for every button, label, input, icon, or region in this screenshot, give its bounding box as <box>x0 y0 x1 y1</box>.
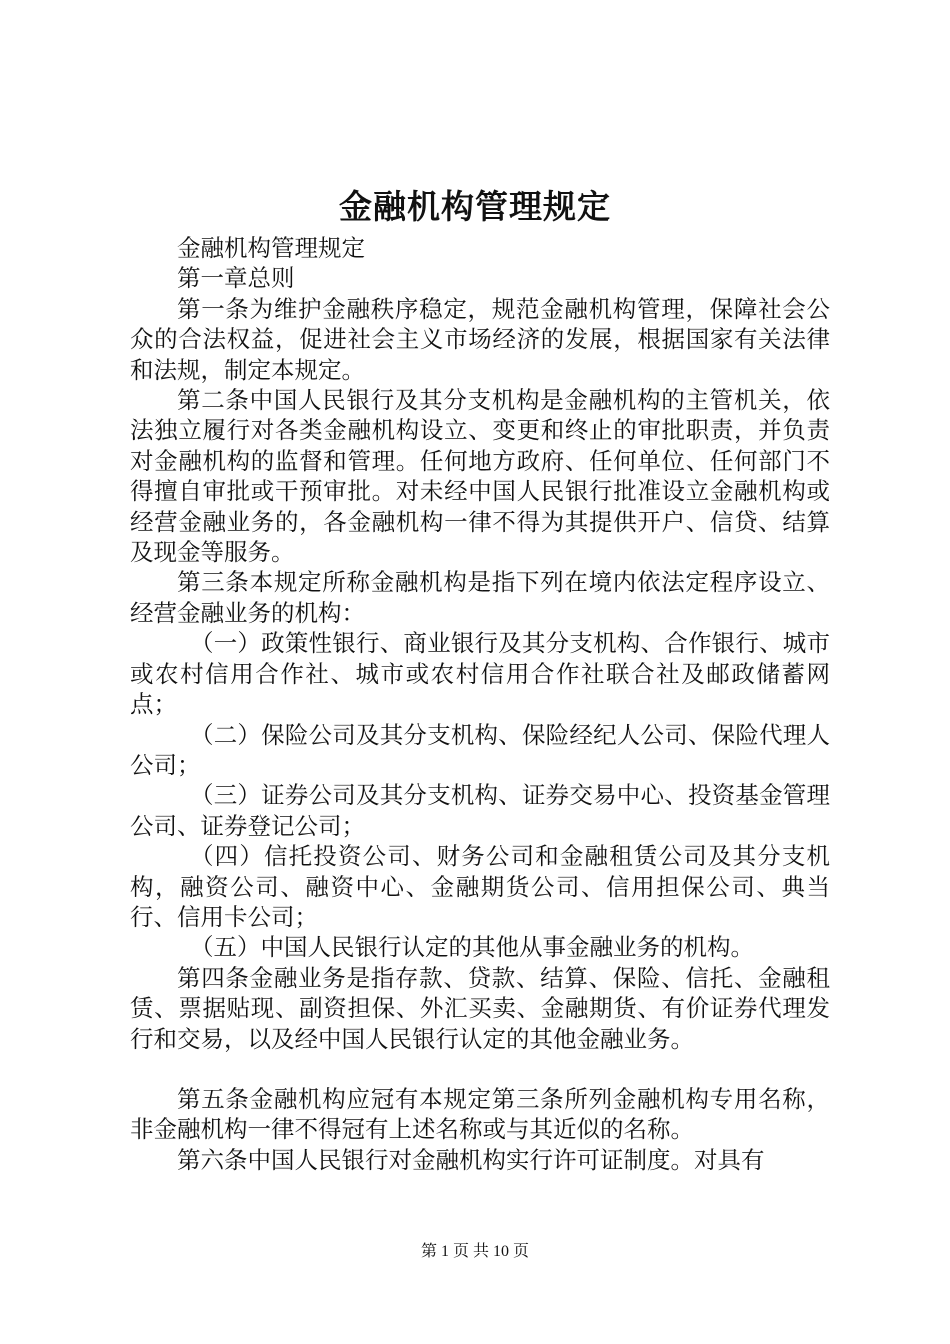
paragraph-article-5: 第五条金融机构应冠有本规定第三条所列金融机构专用名称，非金融机构一律不得冠有上述名称或与其近似的名称。 <box>130 1084 830 1144</box>
paragraph-article-3: 第三条本规定所称金融机构是指下列在境内依法定程序设立、经营金融业务的机构： <box>130 568 830 627</box>
list-item-1: （一）政策性银行、商业银行及其分支机构、合作银行、城市或农村信用合作社、城市或农村信用合作社联合社及邮政储蓄网点； <box>130 629 830 719</box>
paragraph-article-2: 第二条中国人民银行及其分支机构是金融机构的主管机关，依法独立履行对各类金融机构设立、变更和终止的审批职责，并负责对金融机构的监督和管理。任何地方政府、任何单位、任何部门不得擅自审批或干预审批。对未经中国人民银行批准设立金融机构或经营金融业务的，各金融机构一律不得为其提供开户、信贷、结算及现金等服务。 <box>130 386 830 567</box>
page-footer: 第 1 页 共 10 页 <box>420 1243 529 1260</box>
list-item-2: （二）保险公司及其分支机构、保险经纪人公司、保险代理人公司； <box>130 720 830 779</box>
paragraph-article-1: 第一条为维护金融秩序稳定，规范金融机构管理，保障社会公众的合法权益，促进社会主义市场经济的发展，根据国家有关法律和法规，制定本规定。 <box>130 294 830 384</box>
paragraph-doc-name: 金融机构管理规定 <box>177 234 365 262</box>
document-title: 金融机构管理规定 <box>339 187 611 226</box>
list-item-3: （三）证券公司及其分支机构、证券交易中心、投资基金管理公司、证券登记公司； <box>130 781 830 840</box>
paragraph-article-6: 第六条中国人民银行对金融机构实行许可证制度。对具有 <box>177 1145 765 1174</box>
list-item-5: （五）中国人民银行认定的其他从事金融业务的机构。 <box>190 933 754 962</box>
paragraph-gap <box>130 1054 830 1084</box>
paragraph-chapter-heading: 第一章总则 <box>177 264 295 293</box>
paragraph-article-4: 第四条金融业务是指存款、贷款、结算、保险、信托、金融租赁、票据贴现、副资担保、外汇买卖、金融期货、有价证券代理发行和交易，以及经中国人民银行认定的其他金融业务。 <box>130 963 830 1053</box>
list-item-4: （四）信托投资公司、财务公司和金融租赁公司及其分支机构，融资公司、融资中心、金融期货公司、信用担保公司、典当行、信用卡公司； <box>130 842 830 931</box>
document-body <box>130 233 830 1175</box>
